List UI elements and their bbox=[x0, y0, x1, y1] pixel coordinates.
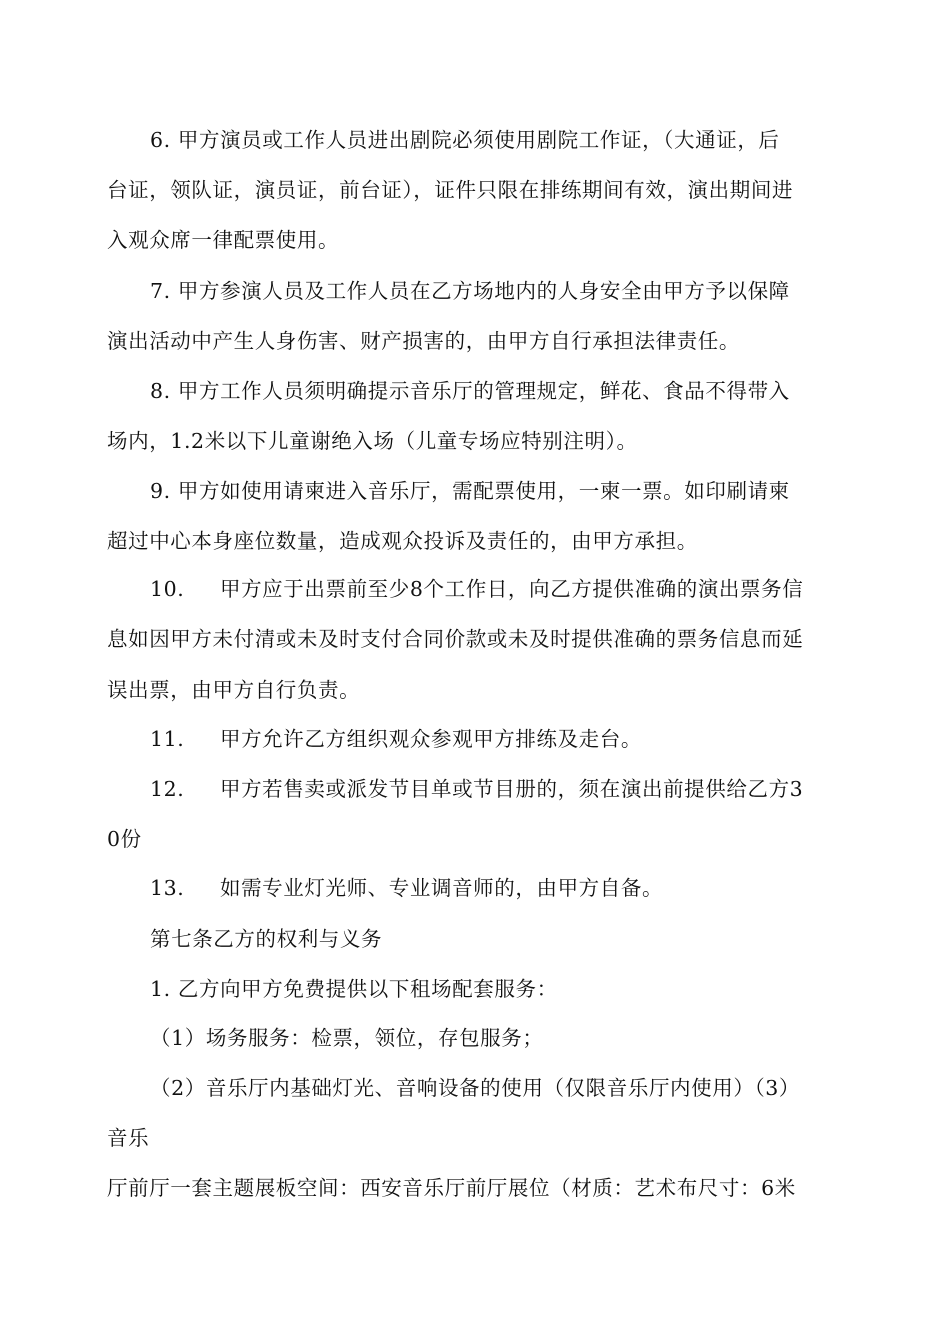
paragraph-6-line-2: 台证，领队证，演员证，前台证），证件只限在排练期间有效，演出期间进 bbox=[107, 178, 794, 202]
service-item-2-line-2: 音乐 bbox=[107, 1126, 150, 1150]
clause-1: 1. 乙方向甲方免费提供以下租场配套服务： bbox=[150, 977, 558, 1001]
service-item-1: （1）场务服务：检票，领位，存包服务； bbox=[150, 1026, 544, 1050]
paragraph-9-line-2: 超过中心本身座位数量，造成观众投诉及责任的，由甲方承担。 bbox=[107, 529, 698, 553]
paragraph-7-line-2: 演出活动中产生人身伤害、财产损害的，由甲方自行承担法律责任。 bbox=[107, 329, 740, 353]
paragraph-8-line-1: 8. 甲方工作人员须明确提示音乐厅的管理规定，鲜花、食品不得带入 bbox=[150, 379, 790, 403]
paragraph-6-line-3: 入观众席一律配票使用。 bbox=[107, 228, 340, 252]
paragraph-6-line-1: 6. 甲方演员或工作人员进出剧院必须使用剧院工作证，（大通证，后 bbox=[150, 128, 780, 152]
paragraph-11: 11. 甲方允许乙方组织观众参观甲方排练及走台。 bbox=[150, 727, 642, 751]
paragraph-10-line-2: 息如因甲方未付清或未及时支付合同价款或未及时提供准确的票务信息而延 bbox=[107, 627, 804, 651]
paragraph-8-line-2: 场内，1.2米以下儿童谢绝入场（儿童专场应特别注明）。 bbox=[107, 429, 638, 453]
paragraph-12-line-2: 0份 bbox=[107, 827, 142, 851]
service-item-3-line-1: 厅前厅一套主题展板空间：西安音乐厅前厅展位（材质：艺术布尺寸：6米 bbox=[107, 1176, 796, 1200]
paragraph-12-line-1: 12. 甲方若售卖或派发节目单或节目册的，须在演出前提供给乙方3 bbox=[150, 777, 804, 801]
paragraph-10-line-3: 误出票，由甲方自行负责。 bbox=[107, 678, 361, 702]
paragraph-7-line-1: 7. 甲方参演人员及工作人员在乙方场地内的人身安全由甲方予以保障 bbox=[150, 279, 790, 303]
paragraph-13: 13. 如需专业灯光师、专业调音师的，由甲方自备。 bbox=[150, 876, 664, 900]
paragraph-9-line-1: 9. 甲方如使用请柬进入音乐厅，需配票使用，一柬一票。如印刷请柬 bbox=[150, 479, 790, 503]
service-item-2-line-1: （2）音乐厅内基础灯光、音响设备的使用（仅限音乐厅内使用）（3） bbox=[150, 1076, 801, 1100]
paragraph-10-line-1: 10. 甲方应于出票前至少8个工作日，向乙方提供准确的演出票务信 bbox=[150, 577, 804, 601]
section-heading-article-7: 第七条乙方的权利与义务 bbox=[150, 927, 383, 951]
